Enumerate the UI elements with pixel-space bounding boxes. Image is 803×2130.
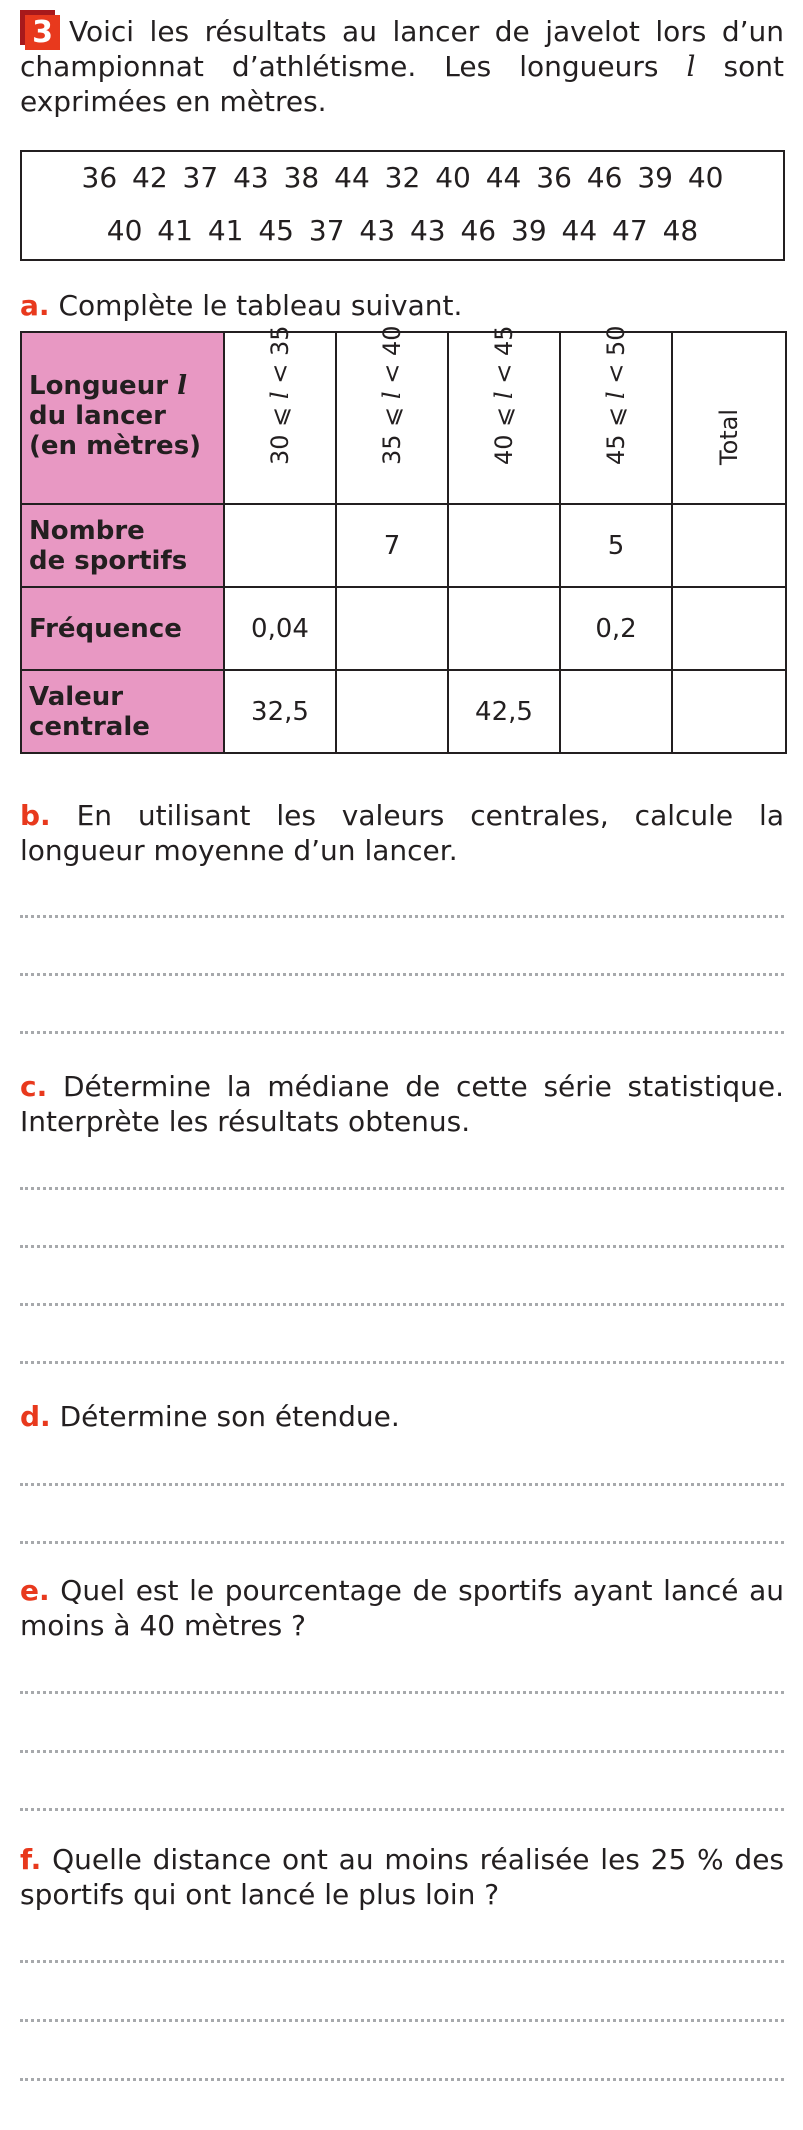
interval-header-2 <box>336 325 448 504</box>
question-c-letter: c. <box>20 1070 48 1103</box>
interval-label-4: 45 ⩽ l < 50 <box>602 325 630 465</box>
question-f-letter: f. <box>20 1843 42 1876</box>
answer-line-e2[interactable] <box>20 1750 784 1753</box>
cell-central-3[interactable]: 42,5 <box>448 670 560 753</box>
question-e-text: Quel est le pourcentage de sportifs ayant lancé au moins à 40 mètres ? <box>20 1574 784 1642</box>
total-header <box>672 332 786 504</box>
question-d-text: Détermine son étendue. <box>59 1400 400 1433</box>
question-b <box>20 798 784 868</box>
question-a-letter: a. <box>20 289 50 322</box>
table-header-row <box>21 332 786 504</box>
exercise-number: 3 <box>25 15 60 50</box>
answer-line-d1[interactable] <box>20 1483 784 1486</box>
question-f-text: Quelle distance ont au moins réalisée les 25 % des sportifs qui ont lancé le plus loin ? <box>20 1843 785 1911</box>
cell-count-1[interactable] <box>224 504 336 587</box>
cell-count-2[interactable]: 7 <box>336 504 448 587</box>
answer-line-f2[interactable] <box>20 2019 784 2022</box>
question-e <box>20 1573 784 1643</box>
question-b-text: En utilisant les valeurs centrales, calcule la longueur moyenne d’un lancer. <box>20 799 784 867</box>
cell-frequency-4[interactable]: 0,2 <box>560 587 672 670</box>
interval-header-3 <box>448 325 560 504</box>
cell-central-1[interactable]: 32,5 <box>224 670 336 753</box>
interval-header-1 <box>224 325 336 504</box>
answer-line-e1[interactable] <box>20 1691 784 1694</box>
answer-line-c2[interactable] <box>20 1245 784 1248</box>
cell-count-total[interactable] <box>672 504 786 587</box>
cell-count-3[interactable] <box>448 504 560 587</box>
intro-text-end: sont exprimées en mètres. <box>20 50 785 118</box>
cell-central-4[interactable] <box>560 670 672 753</box>
row-label-frequency: Fréquence <box>21 587 224 670</box>
table-row-central-value <box>21 670 786 753</box>
answer-line-b1[interactable] <box>20 915 784 918</box>
data-series-box <box>20 150 785 261</box>
data-row-2: 40 41 41 45 37 43 43 46 39 44 47 48 <box>106 214 699 247</box>
row-label-count: Nombre de sportifs <box>21 504 224 587</box>
answer-line-d2[interactable] <box>20 1541 784 1544</box>
answer-line-c1[interactable] <box>20 1187 784 1190</box>
intro-text-start: Voici les résultats au lancer de javelot lors d’un championnat d’athlétisme. Les longueurs <box>20 15 784 83</box>
header-label-line1: Longueur <box>29 371 178 401</box>
cell-frequency-total[interactable] <box>672 587 786 670</box>
intro-variable-l: l <box>686 50 696 83</box>
question-d-letter: d. <box>20 1400 51 1433</box>
interval-label-2: 35 ⩽ l < 40 <box>378 325 406 465</box>
total-label: Total <box>715 408 743 465</box>
interval-label-3: 40 ⩽ l < 45 <box>490 325 518 465</box>
table-header-label <box>21 332 224 504</box>
answer-line-c3[interactable] <box>20 1303 784 1306</box>
question-c <box>20 1069 784 1139</box>
cell-frequency-3[interactable] <box>448 587 560 670</box>
answer-line-c4[interactable] <box>20 1361 784 1364</box>
question-b-letter: b. <box>20 799 51 832</box>
question-d <box>20 1399 784 1434</box>
cell-count-4[interactable]: 5 <box>560 504 672 587</box>
question-a-text: Complète le tableau suivant. <box>58 289 463 322</box>
table-row-frequency <box>21 587 786 670</box>
cell-central-total[interactable] <box>672 670 786 753</box>
header-label-line3: (en mètres) <box>29 431 202 461</box>
cell-frequency-1[interactable]: 0,04 <box>224 587 336 670</box>
answer-line-e3[interactable] <box>20 1808 784 1811</box>
question-c-text: Détermine la médiane de cette série statistique. Interprète les résultats obtenus. <box>20 1070 784 1138</box>
question-e-letter: e. <box>20 1574 50 1607</box>
row-label-central-value: Valeur centrale <box>21 670 224 753</box>
answer-line-f1[interactable] <box>20 1960 784 1963</box>
question-f <box>20 1842 784 1912</box>
cell-frequency-2[interactable] <box>336 587 448 670</box>
header-label-line2: du lancer <box>29 401 167 431</box>
table-row-count <box>21 504 786 587</box>
interval-label-1: 30 ⩽ l < 35 <box>266 325 294 465</box>
answer-line-f3[interactable] <box>20 2078 784 2081</box>
question-a <box>20 288 784 323</box>
data-row-1: 36 42 37 43 38 44 32 40 44 36 46 39 40 <box>81 161 724 194</box>
frequency-table <box>20 325 787 754</box>
answer-line-b3[interactable] <box>20 1031 784 1034</box>
exercise-intro <box>20 14 784 119</box>
answer-line-b2[interactable] <box>20 973 784 976</box>
cell-central-2[interactable] <box>336 670 448 753</box>
interval-header-4 <box>560 325 672 504</box>
header-label-variable: l <box>177 371 187 401</box>
